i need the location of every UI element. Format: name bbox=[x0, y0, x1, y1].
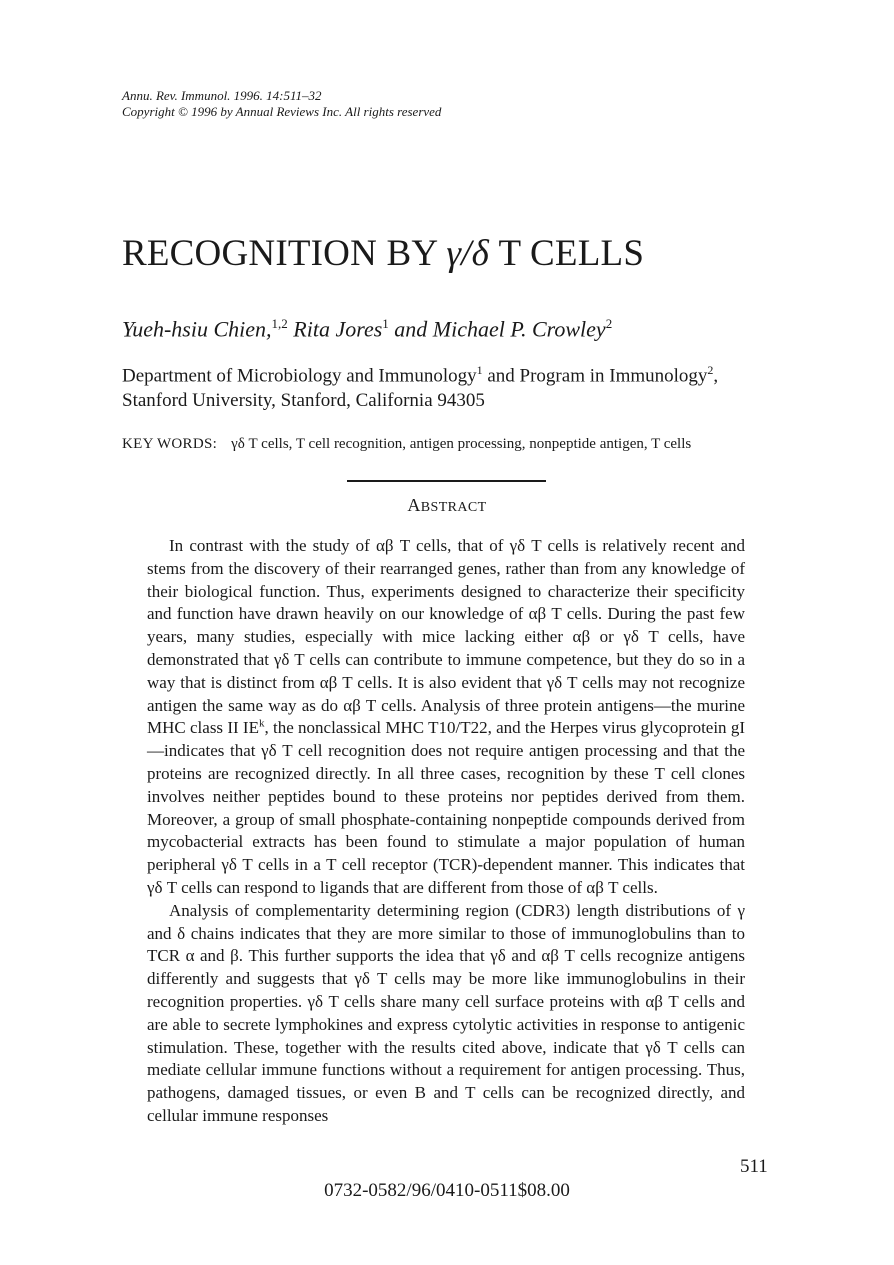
author-affiliation-mark: 2 bbox=[605, 316, 613, 331]
superscript: k bbox=[258, 717, 265, 730]
abstract-paragraph: Analysis of complementarity determining region (CDR3) length distributions of γ and δ chains indicates that they are more similar to those of immunoglobulins than to TCR α and β. This further supports the idea that γδ and αβ T cells recognize antigens differently and suggests that γδ T cells may be more like immunoglobulins in their recognition properties. γδ T cells share many cell surface proteins with αβ T cells and are able to secrete lymphokines and express cytolytic activities in response to antigenic stimulation. These, together with the results cited above, indicate that γδ T cells can mediate cellular immune functions without a requirement for antigen processing. Thus, pathogens, damaged tissues, or even B and T cells can be recognized directly, and cellular immune responses bbox=[147, 900, 745, 1125]
author-affiliation-mark: 1 bbox=[382, 316, 389, 331]
abstract-text: In contrast with the study of αβ T cells, that of γδ T cells is relatively recent and stems from the discovery of their rearranged genes, rather than from any knowledge of their biological function. Thus, experiments designed to characterize their specificity and function have drawn heavily on our knowledge of αβ T cells. During the past few years, many studies, especially with mice lacking either αβ or γδ T cells, have demonstrated that γδ T cells can contribute to immune competence, but they do so in a way that is distinct from αβ T cells. It is also evident that γδ T cells may not recognize antigen the same way as do αβ T cells. Analysis of three protein antigens—the murine MHC class II IE bbox=[147, 536, 745, 738]
abstract-heading-initial: A bbox=[407, 495, 421, 515]
author-name: Rita Jores bbox=[287, 316, 383, 342]
abstract-heading-rest: BSTRACT bbox=[420, 500, 487, 515]
author-name: and Michael P. Crowley bbox=[388, 316, 606, 342]
keywords bbox=[122, 436, 691, 453]
author-name: Yueh-hsiu Chien, bbox=[122, 316, 272, 342]
affiliation bbox=[122, 358, 762, 413]
author-list bbox=[122, 316, 612, 342]
affiliation-text: and Program in Immunology bbox=[482, 365, 708, 387]
article-code: 0732-0582/96/0410-0511$08.00 bbox=[324, 1180, 570, 1201]
copyright-line: Copyright © 1996 by Annual Reviews Inc. All rights reserved bbox=[122, 104, 442, 119]
title-greek: γ/δ bbox=[446, 233, 490, 274]
abstract-text: , the nonclassical MHC T10/T22, and the Herpes virus glycoprotein gI—indicates that γδ T cell recognition does not require antigen processing and that the proteins are recognized directly. In all three cases, recognition by these T cell clones involves neither peptides bound to these proteins nor peptides derived from them. Moreover, a group of small phosphate-containing nonpeptide compounds derived from mycobacterial extracts has been found to stimulate a major population of human peripheral γδ T cells in a T cell receptor (TCR)-dependent manner. This indicates that γδ T cells can respond to ligands that are different from those of αβ T cells. bbox=[147, 718, 745, 897]
affiliation-mark: 1 bbox=[476, 363, 483, 377]
article-title bbox=[122, 232, 644, 275]
abstract-paragraph bbox=[147, 535, 745, 900]
affiliation-text: Department of Microbiology and Immunology bbox=[122, 365, 477, 387]
title-prefix: RECOGNITION BY bbox=[122, 233, 447, 274]
keywords-values: γδ T cells, T cell recognition, antigen processing, nonpeptide antigen, T cells bbox=[231, 436, 692, 452]
abstract-body bbox=[147, 535, 745, 1128]
affiliation-mark: 2 bbox=[707, 363, 714, 377]
affiliation-text: , Stanford University, Stanford, California 94305 bbox=[122, 365, 719, 412]
abstract-divider bbox=[347, 480, 546, 482]
journal-citation-header bbox=[122, 88, 441, 120]
keywords-label: KEY WORDS: bbox=[122, 436, 218, 452]
author-affiliation-mark: 1,2 bbox=[271, 316, 288, 331]
page-number: 511 bbox=[740, 1156, 768, 1177]
abstract-heading bbox=[0, 495, 894, 516]
journal-line: Annu. Rev. Immunol. 1996. 14:511–32 bbox=[122, 88, 322, 103]
title-suffix: T CELLS bbox=[489, 233, 645, 274]
